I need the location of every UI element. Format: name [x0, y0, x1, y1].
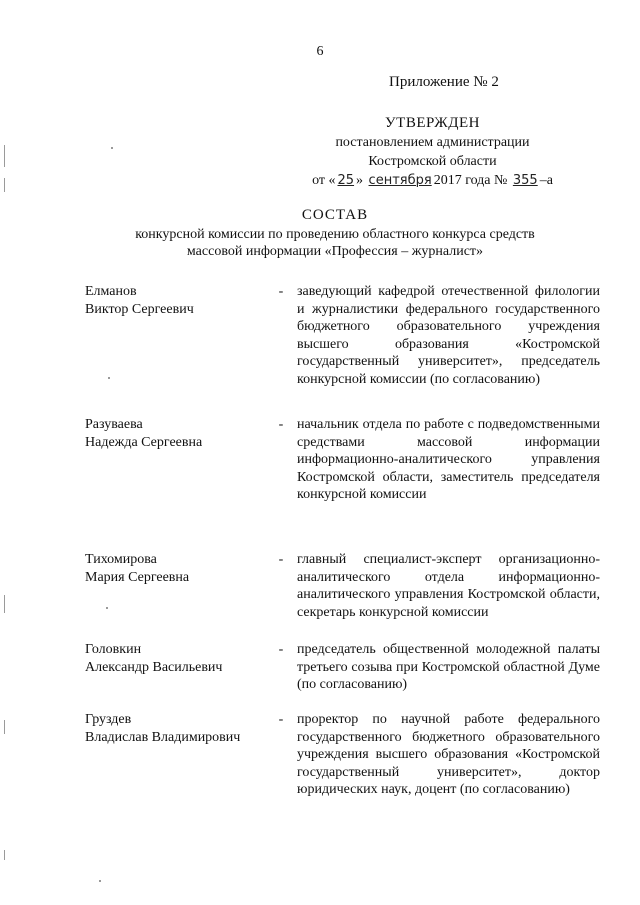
- date-day: 25: [337, 173, 355, 188]
- member-surname: Елманов: [85, 284, 137, 299]
- member-role: начальник отдела по работе с подведомственными средствами массовой информации информационно-аналитического управления Костромской области, заместитель председателя конкурсной комиссии: [297, 417, 600, 502]
- approval-block: [300, 114, 565, 190]
- scan-mark: [4, 720, 5, 734]
- member-given-names: Александр Васильевич: [85, 659, 223, 675]
- heading-line-1: конкурсной комиссии по проведению областного конкурса средств: [135, 227, 535, 242]
- page-number: 6: [316, 44, 324, 59]
- scan-mark: [111, 147, 113, 149]
- member-name: [85, 283, 265, 318]
- member-dash: -: [278, 284, 284, 299]
- member-role: заведующий кафедрой отечественной филологии и журналистики федерального государственного бюджетного образовательного учреждения высшего образования «Костромской государственный университет», председатель конкурсной комиссии (по согласованию): [297, 284, 600, 387]
- approval-date-line: [300, 171, 565, 190]
- member-dash: -: [278, 417, 284, 432]
- member-name: [85, 416, 265, 451]
- date-prefix: от «: [312, 173, 336, 188]
- member-role: председатель общественной молодежной палаты третьего созыва при Костромской областной Думе (по согласованию): [297, 642, 600, 692]
- member-surname: Тихомирова: [85, 552, 157, 567]
- scan-mark: [4, 178, 5, 192]
- member-surname: Груздев: [85, 712, 132, 727]
- member-dash: -: [278, 712, 284, 727]
- approval-line-1: постановлением администрации: [335, 135, 530, 150]
- date-month: сентября: [368, 173, 432, 188]
- document-heading: [70, 207, 600, 260]
- member-given-names: Надежда Сергеевна: [85, 434, 203, 450]
- scan-mark: [99, 880, 101, 882]
- member-row: [85, 551, 600, 641]
- member-given-names: Мария Сергеевна: [85, 569, 190, 585]
- member-role: главный специалист-эксперт организационно-аналитического отдела информационно-аналитического управления Костромской области, секретарь конкурсной комиссии: [297, 552, 600, 620]
- heading-line-2: массовой информации «Профессия – журналист»: [186, 244, 484, 259]
- member-given-names: Виктор Сергеевич: [85, 301, 194, 317]
- date-year: 2017 года №: [433, 173, 508, 188]
- member-name: [85, 641, 265, 676]
- date-mid: »: [356, 173, 364, 188]
- member-given-names: Владислав Владимирович: [85, 729, 241, 745]
- member-row: [85, 416, 600, 551]
- member-surname: Головкин: [85, 642, 142, 657]
- member-role: проректор по научной работе федерального государственного бюджетного образовательного учреждения высшего образования «Костромской государственный университет», доктор юридических наук, доцент (по согласованию): [297, 712, 600, 797]
- member-dash: -: [278, 552, 284, 567]
- member-name: [85, 551, 265, 586]
- member-name: [85, 711, 265, 746]
- scan-mark: [4, 850, 5, 860]
- scan-mark: [108, 377, 110, 379]
- scan-mark: [4, 145, 5, 167]
- scan-mark: [106, 607, 108, 609]
- heading-title: СОСТАВ: [301, 207, 369, 223]
- member-row: [85, 283, 600, 416]
- approval-line-2: Костромской области: [368, 154, 497, 169]
- member-surname: Разуваева: [85, 417, 143, 432]
- member-row: [85, 711, 600, 799]
- decree-number-suffix: –а: [539, 173, 553, 188]
- scan-mark: [4, 595, 5, 613]
- approval-title: УТВЕРЖДЕН: [385, 115, 480, 131]
- appendix-label: Приложение № 2: [389, 74, 499, 90]
- commission-members-list: [85, 283, 600, 799]
- decree-number: 355: [512, 173, 538, 188]
- member-dash: -: [278, 642, 284, 657]
- member-row: [85, 641, 600, 711]
